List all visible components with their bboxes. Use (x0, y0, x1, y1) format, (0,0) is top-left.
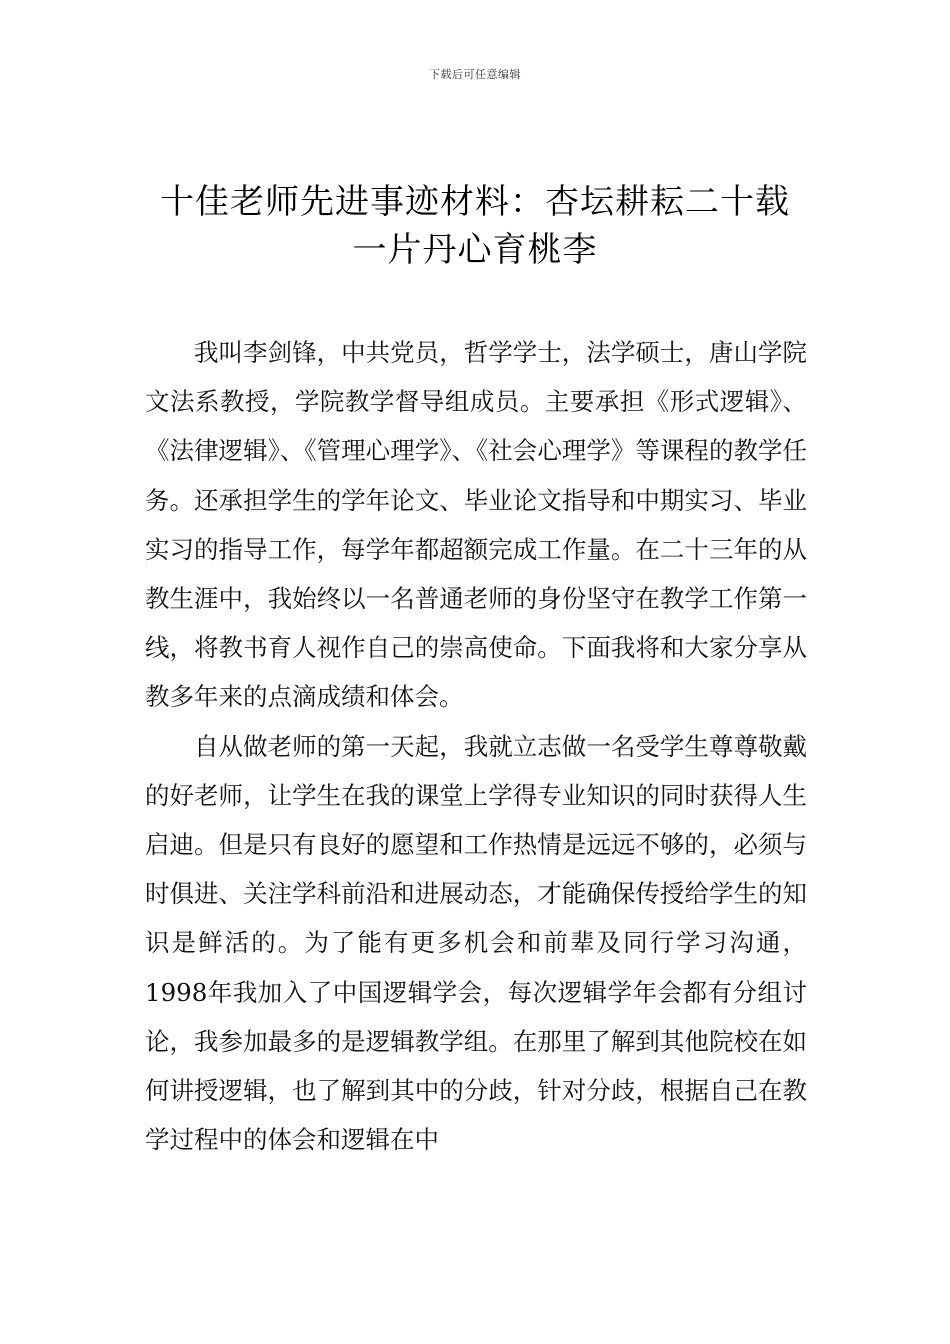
paragraph-2: 自从做老师的第一天起，我就立志做一名受学生尊尊敬戴的好老师，让学生在我的课堂上学得专业知识的同时获得人生启迪。但是只有良好的愿望和工作热情是远远不够的，必须与时俱进、关注学科前沿和进展动态，才能确保传授给学生的知识是鲜活的。为了能有更多机会和前辈及同行学习沟通，1998年我加入了中国逻辑学会，每次逻辑学年会都有分组讨论，我参加最多的是逻辑教学组。在那里了解到其他院校在如何讲授逻辑，也了解到其中的分歧，针对分歧，根据自己在教学过程中的体会和逻辑在中 (145, 731, 807, 1155)
title-line-2: 一片丹心育桃李 (352, 230, 598, 270)
document-title (120, 178, 830, 274)
title-line-1: 十佳老师先进事迹材料：杏坛耕耘二十载 (160, 182, 790, 222)
header-note: 下载后可任意编辑 (429, 68, 521, 81)
document-body (145, 328, 807, 1164)
paragraph-1: 我叫李剑锋，中共党员，哲学学士，法学硕士，唐山学院文法系教授，学院教学督导组成员。主要承担《形式逻辑》、《法律逻辑》、《管理心理学》、《社会心理学》等课程的教学任务。还承担学生的学年论文、毕业论文指导和中期实习、毕业实习的指导工作，每学年都超额完成工作量。在二十三年的从教生涯中，我始终以一名普通老师的身份坚守在教学工作第一线，将教书育人视作自己的崇高使命。下面我将和大家分享从教多年来的点滴成绩和体会。 (145, 338, 807, 712)
